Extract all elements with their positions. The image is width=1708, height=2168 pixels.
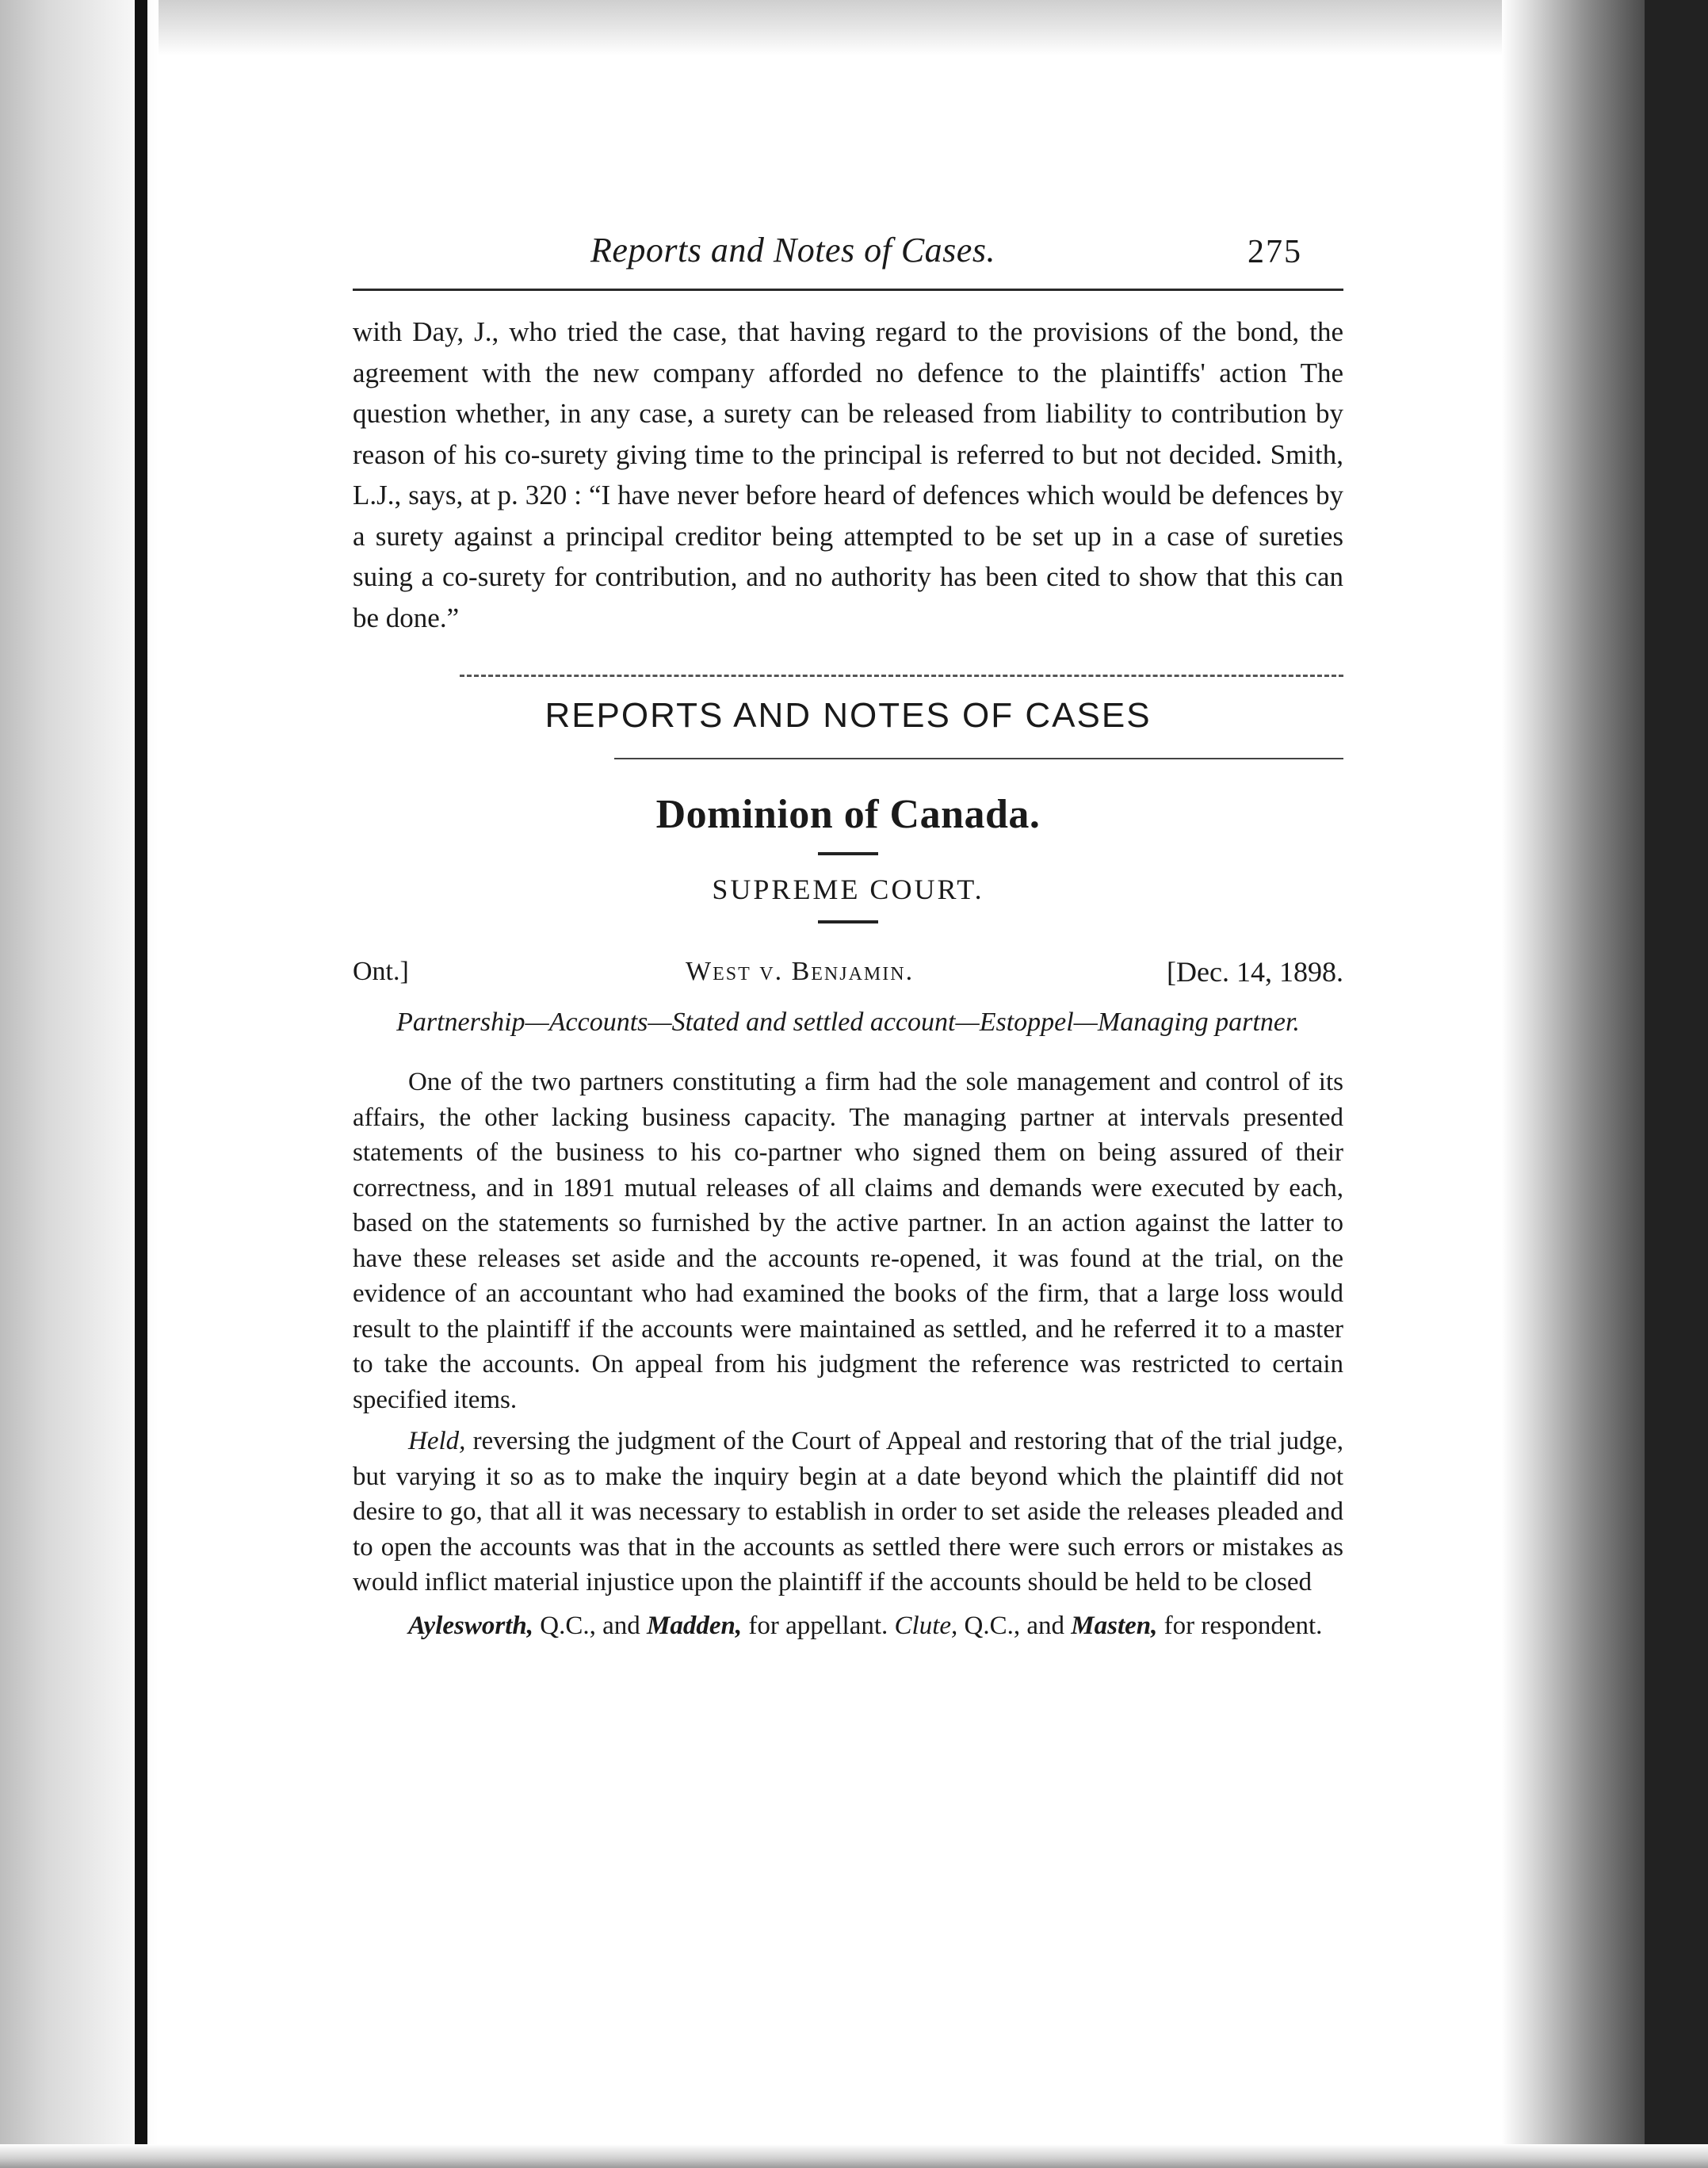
case-facts: One of the two partners constituting a firm had the sole management and control of its affairs, the other lacking business capacity. The managing partner at intervals presented statements of the business to his co-partner who signed them on being assured of their correctness, and in 1891 mutual releases of all claims and demands were executed by each, based on the statements so furnished by the active partner. In an action against the latter to have these releases set aside and the accounts re-opened, it was found at the trial, on the evidence of an accountant who had examined the books of the firm, that a large loss would result to the plaintiff if the accounts were maintained as settled, and he referred it to a master to take the accounts. On appeal from his judgment the reference was restricted to certain specified items. — [353, 1068, 1343, 1414]
binding-edge-line — [135, 0, 147, 2168]
counsel-text: for appellant. — [748, 1611, 888, 1640]
scan-bottom-edge — [0, 2144, 1708, 2168]
counsel-name: Masten, — [1071, 1611, 1158, 1640]
section-heading: REPORTS AND NOTES OF CASES — [544, 696, 1152, 735]
case-name: West v. Benjamin. — [686, 957, 915, 986]
opening-paragraph: with Day, J., who tried the case, that having regard to the provisions of the bond, the agreement with the new company afforded no defence to the plaintiffs' action The question whether, in any case, a surety can be released from liability to contribution by reason of his co-surety giving time to the principal is referred to but not decided. Smith, L.J., says, at p. 320 : “I have never before heard of defences which would be defences by a surety against a principal creditor being attempted to be set up in a case of sureties suing a co-surety for contribution, and no authority has been cited to show that this can be done.” — [353, 316, 1343, 633]
case-headnote: Partnership—Accounts—Stated and settled account—Estoppel—Managing partner. — [396, 1008, 1300, 1037]
case-counsel — [353, 1608, 1343, 1644]
page-number: 275 — [1248, 234, 1302, 270]
case-holding — [353, 1424, 1343, 1600]
scan-top-edge — [0, 0, 1708, 55]
header-rule — [353, 289, 1343, 291]
court-heading: SUPREME COURT. — [712, 874, 984, 905]
counsel-text: Q.C., and — [540, 1611, 640, 1640]
counsel-name: Clute, — [894, 1611, 958, 1640]
short-divider — [818, 852, 878, 855]
heading-rule — [614, 758, 1343, 759]
jurisdiction-heading: Dominion of Canada. — [655, 792, 1041, 837]
case-title-line — [353, 957, 1343, 1000]
held-label: Held, — [408, 1427, 466, 1455]
case-date: [Dec. 14, 1898. — [1167, 956, 1343, 988]
counsel-text: Q.C., and — [964, 1611, 1065, 1640]
scan-right-edge — [1645, 0, 1708, 2168]
counsel-text: for respondent. — [1164, 1611, 1323, 1640]
held-text: reversing the judgment of the Court of Appeal and restoring that of the trial judge, but varying it so as to make the inquiry begin at a date beyond which the plaintiff did not desire to go, that all it was necessary to establish in order to set aside the releases pleaded and to open the accounts was that in the accounts as settled there were such errors or mistakes as would inflict material injustice upon the plaintiff if the accounts should be held to be closed — [353, 1427, 1343, 1596]
short-divider — [818, 920, 878, 923]
counsel-name: Madden, — [647, 1611, 743, 1640]
section-separator — [460, 675, 1343, 677]
running-title: Reports and Notes of Cases. — [590, 231, 995, 270]
running-head — [353, 230, 1343, 285]
case-province: Ont.] — [353, 957, 409, 986]
counsel-name: Aylesworth, — [408, 1611, 533, 1640]
book-page — [353, 230, 1343, 1643]
